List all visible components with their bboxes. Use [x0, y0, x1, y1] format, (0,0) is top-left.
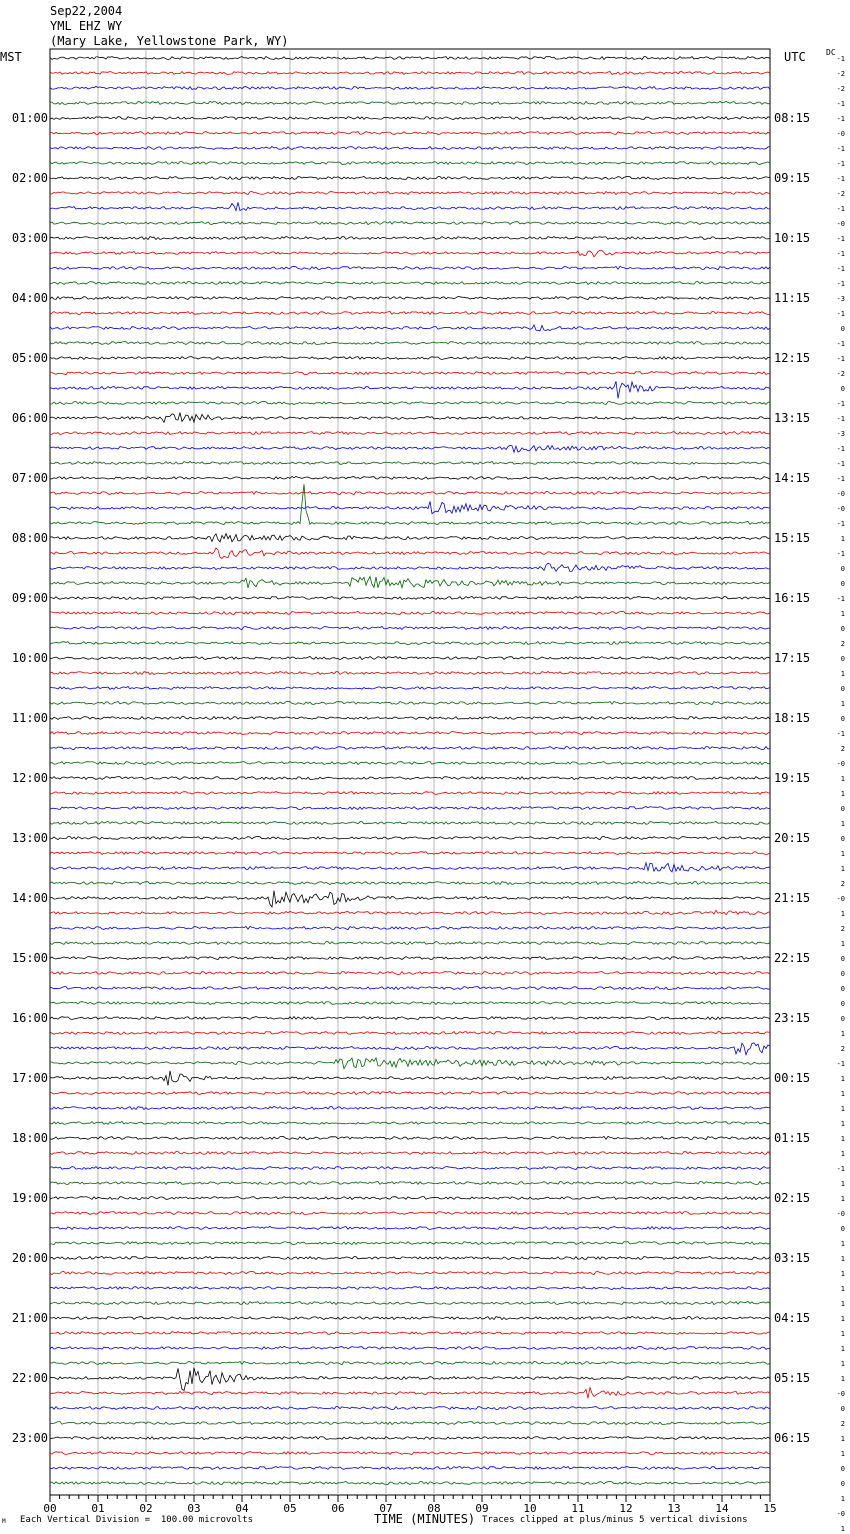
hour-label-utc: 11:15 [774, 291, 811, 305]
trace-row [50, 1071, 770, 1086]
clip-note: Traces clipped at plus/minus 5 vertical divisions [482, 1515, 748, 1525]
hour-label-mst: 05:00 [11, 351, 48, 365]
trace-row [50, 413, 770, 423]
trace-row [50, 1182, 770, 1185]
x-tick-label: 02 [139, 1502, 153, 1515]
dc-offset-value: -0 [836, 1210, 845, 1218]
hour-label-utc: 03:15 [774, 1251, 811, 1265]
hour-label-utc: 08:15 [774, 111, 811, 125]
trace-row [50, 325, 770, 331]
trace-row [50, 1032, 770, 1035]
dc-offset-value: 1 [840, 1525, 845, 1533]
dc-offset-value: 1 [840, 790, 845, 798]
trace-row [50, 1452, 770, 1455]
dc-offset-value: -3 [836, 295, 845, 303]
trace-row [50, 672, 770, 675]
trace-row [50, 237, 770, 240]
dc-offset-value: 1 [840, 1360, 845, 1368]
dc-offset-value: -0 [836, 220, 845, 228]
trace-row [50, 1368, 770, 1391]
dc-offset-value: 1 [840, 1195, 845, 1203]
trace-row [50, 57, 770, 60]
trace-row [50, 777, 770, 780]
trace-row [50, 747, 770, 750]
dc-offset-value: -0 [836, 895, 845, 903]
trace-row [50, 491, 770, 494]
dc-offset-value: -1 [836, 445, 845, 453]
trace-row [50, 717, 770, 720]
dc-offset-value: -1 [836, 175, 845, 183]
trace-row [50, 792, 770, 795]
hour-label-utc: 17:15 [774, 651, 811, 665]
dc-offset-value: -1 [836, 400, 845, 408]
hour-label-mst: 17:00 [11, 1071, 48, 1085]
dc-offset-value: 1 [840, 670, 845, 678]
trace-row [50, 1121, 770, 1124]
trace-row [50, 762, 770, 765]
dc-offset-value: -1 [836, 415, 845, 423]
dc-offset-value: 2 [840, 1420, 845, 1428]
dc-offset-value: 1 [840, 850, 845, 858]
trace-row [50, 1361, 770, 1364]
dc-offset-value: -1 [836, 145, 845, 153]
trace-row [50, 807, 770, 810]
dc-offset-value: 0 [840, 325, 845, 333]
hour-label-utc: 23:15 [774, 1011, 811, 1025]
station-code: YML EHZ WY [50, 19, 123, 33]
trace-row [50, 381, 770, 398]
dc-offset-value: -0 [836, 130, 845, 138]
trace-row [50, 1197, 770, 1200]
trace-row [50, 266, 770, 269]
dc-offset-value: 1 [840, 1450, 845, 1458]
x-axis-title: TIME (MINUTES) [374, 1512, 476, 1526]
dc-offset-value: 0 [840, 970, 845, 978]
x-tick-label: 01 [91, 1502, 105, 1515]
hour-label-utc: 09:15 [774, 171, 811, 185]
dc-offset-value: 1 [840, 1120, 845, 1128]
trace-row [50, 146, 770, 149]
trace-row [50, 597, 770, 600]
dc-offset-value: 0 [840, 1000, 845, 1008]
trace-row [50, 342, 770, 345]
hour-label-utc: 14:15 [774, 471, 811, 485]
dc-offset-value: -1 [836, 730, 845, 738]
trace-row [50, 202, 770, 210]
trace-row [50, 657, 770, 660]
hour-label-mst: 13:00 [11, 831, 48, 845]
dc-offset-value: 1 [840, 1075, 845, 1083]
dc-offset-value: 2 [840, 925, 845, 933]
trace-row [50, 863, 770, 872]
x-tick-label: 14 [715, 1502, 729, 1515]
dc-offset-value: 1 [840, 700, 845, 708]
x-tick-label: 15 [763, 1502, 777, 1515]
hour-label-utc: 10:15 [774, 231, 811, 245]
dc-offset-value: -0 [836, 760, 845, 768]
dc-offset-value: 1 [840, 820, 845, 828]
trace-row [50, 1107, 770, 1110]
trace-row [50, 972, 770, 975]
dc-offset-value: -1 [836, 115, 845, 123]
dc-offset-value: -1 [836, 475, 845, 483]
dc-offset-value: -2 [836, 370, 845, 378]
trace-row [50, 132, 770, 135]
trace-row [50, 1017, 770, 1020]
dc-offset-value: 1 [840, 1285, 845, 1293]
dc-offset-value: -1 [836, 550, 845, 558]
hour-label-utc: 18:15 [774, 711, 811, 725]
hour-label-utc: 00:15 [774, 1071, 811, 1085]
dc-offset-value: -1 [836, 160, 845, 168]
dc-offset-value: -2 [836, 70, 845, 78]
dc-offset-value: 0 [840, 955, 845, 963]
station-location: (Mary Lake, Yellowstone Park, WY) [50, 34, 289, 48]
trace-row [50, 1272, 770, 1275]
dc-offset-value: 1 [840, 1345, 845, 1353]
dc-offset-value: 0 [840, 805, 845, 813]
dc-offset-value: 1 [840, 940, 845, 948]
hour-label-utc: 05:15 [774, 1371, 811, 1385]
trace-row [50, 686, 770, 689]
trace-row [50, 1467, 770, 1470]
dc-offset-value: 2 [840, 880, 845, 888]
hour-label-mst: 06:00 [11, 411, 48, 425]
trace-row [50, 987, 770, 990]
plot-date: Sep22,2004 [50, 4, 123, 18]
x-tick-label: 00 [43, 1502, 57, 1515]
trace-row [50, 882, 770, 885]
dc-offset-value: 1 [840, 1315, 845, 1323]
dc-offset-value: 1 [840, 1375, 845, 1383]
trace-row [50, 192, 770, 195]
dc-offset-value: -1 [836, 250, 845, 258]
hour-label-mst: 04:00 [11, 291, 48, 305]
trace-row [50, 548, 770, 559]
hour-label-mst: 16:00 [11, 1011, 48, 1025]
trace-row [50, 1136, 770, 1139]
dc-offset-value: 1 [840, 910, 845, 918]
hour-label-mst: 21:00 [11, 1311, 48, 1325]
hour-label-mst: 03:00 [11, 231, 48, 245]
trace-row [50, 1387, 770, 1398]
trace-row [50, 476, 770, 479]
dc-offset-value: 1 [840, 610, 845, 618]
trace-row [50, 957, 770, 960]
trace-row [50, 1092, 770, 1095]
x-tick-label: 06 [331, 1502, 345, 1515]
trace-row [50, 177, 770, 180]
trace-row [50, 563, 770, 571]
x-tick-label: 07 [379, 1502, 393, 1515]
dc-offset-value: -1 [836, 205, 845, 213]
dc-offset-value: -1 [836, 520, 845, 528]
dc-offset-value: 0 [840, 685, 845, 693]
right-timezone-label: UTC [784, 50, 806, 64]
trace-row [50, 357, 770, 360]
hour-label-mst: 22:00 [11, 1371, 48, 1385]
dc-offset-value: 1 [840, 1495, 845, 1503]
trace-row [50, 852, 770, 855]
trace-row [50, 910, 770, 914]
plot-frame [50, 49, 770, 1495]
trace-row [50, 461, 770, 464]
dc-offset-value: -1 [836, 1165, 845, 1173]
corner-mark: M [2, 1518, 6, 1525]
dc-offset-value: 1 [840, 1090, 845, 1098]
hour-label-mst: 20:00 [11, 1251, 48, 1265]
trace-row [50, 891, 770, 908]
hour-label-utc: 20:15 [774, 831, 811, 845]
dc-offset-value: -2 [836, 85, 845, 93]
trace-row [50, 402, 770, 405]
hour-label-mst: 23:00 [11, 1431, 48, 1445]
dc-offset-value: 0 [840, 715, 845, 723]
hour-label-mst: 19:00 [11, 1191, 48, 1205]
hour-label-utc: 16:15 [774, 591, 811, 605]
trace-row [50, 701, 770, 704]
dc-offset-value: -1 [836, 265, 845, 273]
trace-row [50, 250, 770, 257]
trace-row [50, 432, 770, 435]
dc-offset-value: 0 [840, 985, 845, 993]
trace-row [50, 1302, 770, 1305]
hour-label-utc: 06:15 [774, 1431, 811, 1445]
hour-label-mst: 12:00 [11, 771, 48, 785]
trace-row [50, 1407, 770, 1410]
x-tick-label: 08 [427, 1502, 441, 1515]
trace-row [50, 1058, 770, 1069]
x-tick-label: 12 [619, 1502, 633, 1515]
dc-offset-value: 0 [840, 1225, 845, 1233]
dc-offset-value: 1 [840, 1300, 845, 1308]
trace-row [50, 837, 770, 840]
trace-row [50, 732, 770, 735]
hour-label-mst: 10:00 [11, 651, 48, 665]
trace-row [50, 312, 770, 315]
x-tick-label: 05 [283, 1502, 297, 1515]
dc-offset-value: 2 [840, 745, 845, 753]
dc-offset-value: -1 [836, 355, 845, 363]
dc-offset-value: 0 [840, 1405, 845, 1413]
x-tick-label: 13 [667, 1502, 681, 1515]
trace-row [50, 117, 770, 120]
hour-label-mst: 18:00 [11, 1131, 48, 1145]
trace-row [50, 1227, 770, 1230]
dc-offset-value: 1 [840, 1030, 845, 1038]
trace-row [50, 1482, 770, 1485]
dc-offset-value: 1 [840, 1270, 845, 1278]
dc-offset-value: 1 [840, 1180, 845, 1188]
trace-row [50, 1212, 770, 1215]
hour-label-utc: 22:15 [774, 951, 811, 965]
trace-row [50, 282, 770, 285]
trace-row [50, 642, 770, 645]
trace-row [50, 1257, 770, 1260]
dc-offset-value: 1 [840, 1255, 845, 1263]
dc-offset-header: DC [826, 48, 836, 57]
hour-label-utc: 01:15 [774, 1131, 811, 1145]
dc-offset-value: -1 [836, 310, 845, 318]
hour-label-mst: 07:00 [11, 471, 48, 485]
trace-row [50, 1152, 770, 1155]
dc-offset-value: 1 [840, 865, 845, 873]
dc-offset-value: 0 [840, 1480, 845, 1488]
dc-offset-value: -0 [836, 1390, 845, 1398]
dc-offset-value: 0 [840, 655, 845, 663]
trace-row [50, 534, 770, 542]
dc-offset-value: 0 [840, 835, 845, 843]
trace-row [50, 1331, 770, 1334]
x-tick-label: 09 [475, 1502, 489, 1515]
dc-offset-value: -1 [836, 460, 845, 468]
trace-row [50, 612, 770, 615]
hour-label-mst: 08:00 [11, 531, 48, 545]
hour-label-mst: 02:00 [11, 171, 48, 185]
trace-row [50, 1242, 770, 1245]
dc-offset-value: 0 [840, 580, 845, 588]
trace-row [50, 942, 770, 945]
dc-offset-value: 1 [840, 535, 845, 543]
trace-row [50, 222, 770, 225]
trace-row [50, 72, 770, 75]
dc-offset-value: -0 [836, 1510, 845, 1518]
dc-offset-value: 1 [840, 775, 845, 783]
dc-offset-value: -1 [836, 1060, 845, 1068]
dc-offset-value: 2 [840, 640, 845, 648]
dc-offset-value: 0 [840, 625, 845, 633]
hour-label-utc: 12:15 [774, 351, 811, 365]
dc-offset-value: -0 [836, 505, 845, 513]
scale-note: Each Vertical Division = 100.00 microvolts [20, 1515, 253, 1525]
hour-label-mst: 11:00 [11, 711, 48, 725]
trace-row [50, 1437, 770, 1440]
trace-row [50, 822, 770, 825]
dc-offset-value: 0 [840, 565, 845, 573]
dc-offset-value: -1 [836, 235, 845, 243]
trace-row [50, 1167, 770, 1170]
dc-offset-value: -1 [836, 100, 845, 108]
trace-row [50, 1043, 770, 1055]
x-tick-label: 03 [187, 1502, 201, 1515]
dc-offset-value: -2 [836, 190, 845, 198]
trace-row [50, 445, 770, 452]
dc-offset-value: 1 [840, 1435, 845, 1443]
dc-offset-value: 1 [840, 1105, 845, 1113]
trace-row [50, 501, 770, 513]
dc-offset-value: 2 [840, 1045, 845, 1053]
trace-row [50, 627, 770, 630]
dc-offset-value: -1 [836, 55, 845, 63]
x-tick-label: 11 [571, 1502, 585, 1515]
dc-offset-value: 1 [840, 1330, 845, 1338]
trace-row [50, 1422, 770, 1425]
x-tick-label: 10 [523, 1502, 537, 1515]
dc-offset-value: 0 [840, 385, 845, 393]
hour-label-mst: 09:00 [11, 591, 48, 605]
dc-offset-value: 1 [840, 1150, 845, 1158]
trace-row [50, 577, 770, 588]
dc-offset-value: 0 [840, 1465, 845, 1473]
dc-offset-value: -0 [836, 490, 845, 498]
hour-label-mst: 15:00 [11, 951, 48, 965]
hour-label-utc: 04:15 [774, 1311, 811, 1325]
hour-label-utc: 15:15 [774, 531, 811, 545]
trace-row [50, 86, 770, 89]
trace-row [50, 1002, 770, 1005]
hour-label-mst: 14:00 [11, 891, 48, 905]
trace-row [50, 372, 770, 375]
trace-row [50, 162, 770, 165]
trace-row [50, 297, 770, 300]
dc-offset-value: 1 [840, 1240, 845, 1248]
dc-offset-value: -1 [836, 595, 845, 603]
hour-label-utc: 19:15 [774, 771, 811, 785]
hour-label-utc: 13:15 [774, 411, 811, 425]
x-tick-label: 04 [235, 1502, 249, 1515]
hour-label-utc: 21:15 [774, 891, 811, 905]
dc-offset-value: -1 [836, 340, 845, 348]
hour-label-utc: 02:15 [774, 1191, 811, 1205]
dc-offset-value: -1 [836, 280, 845, 288]
dc-offset-value: -3 [836, 430, 845, 438]
trace-row [50, 484, 770, 524]
trace-row [50, 1287, 770, 1290]
trace-row [50, 1317, 770, 1320]
dc-offset-value: 0 [840, 1015, 845, 1023]
trace-row [50, 926, 770, 929]
dc-offset-value: 1 [840, 1135, 845, 1143]
left-timezone-label: MST [0, 50, 22, 64]
hour-label-mst: 01:00 [11, 111, 48, 125]
trace-row [50, 101, 770, 104]
trace-row [50, 1346, 770, 1349]
